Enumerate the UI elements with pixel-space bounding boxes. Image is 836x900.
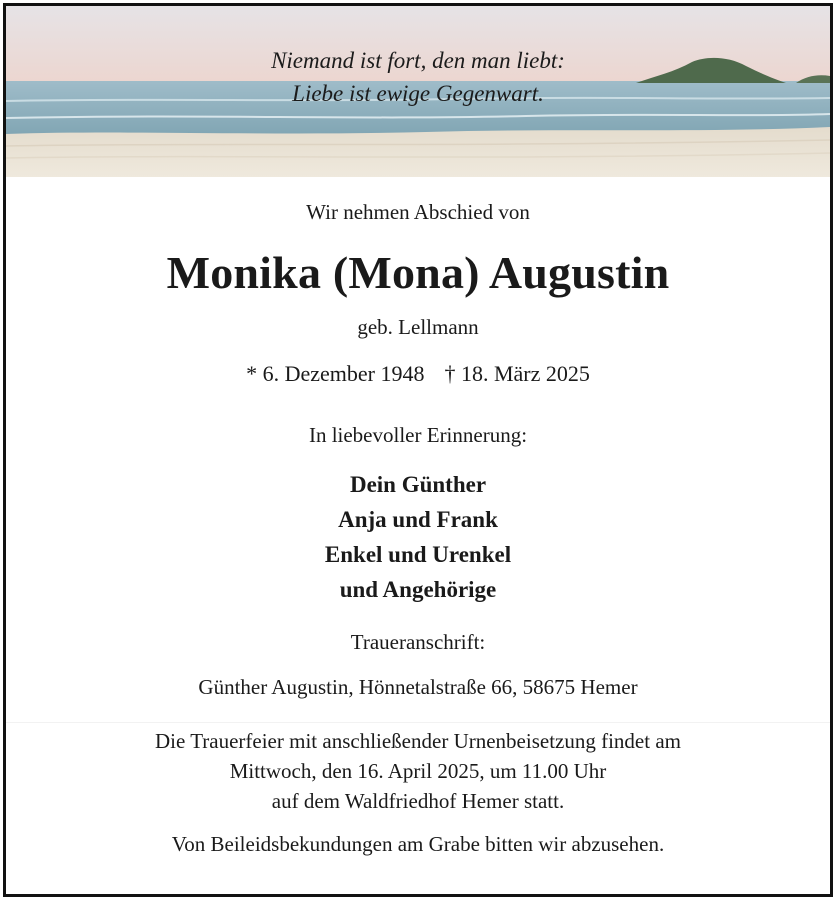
intro-text: Wir nehmen Abschied von xyxy=(306,200,530,224)
ceremony-line-3: auf dem Waldfriedhof Hemer statt. xyxy=(271,789,565,813)
mourners-list xyxy=(6,467,830,607)
divider xyxy=(6,722,830,723)
mourner-item: Enkel und Urenkel xyxy=(324,542,512,567)
ceremony-line-2: Mittwoch, den 16. April 2025, um 11.00 Uhr xyxy=(229,759,607,783)
deceased-name: Monika (Mona) Augustin xyxy=(166,247,670,298)
motto-line-2: Liebe ist ewige Gegenwart. xyxy=(292,81,544,106)
ceremony-line-1: Die Trauerfeier mit anschließender Urnenbeisetzung findet am xyxy=(155,729,681,753)
death-date: † 18. März 2025 xyxy=(444,361,590,386)
beach-banner-image xyxy=(6,6,830,177)
mourner-item: Anja und Frank xyxy=(338,507,498,532)
life-dates xyxy=(6,361,830,387)
condolence-address: Günther Augustin, Hönnetalstraße 66, 58675 Hemer xyxy=(198,675,638,699)
mourner-item: und Angehörige xyxy=(339,577,497,602)
banner-motto xyxy=(6,44,830,110)
condolence-address-label: Traueranschrift: xyxy=(350,630,486,654)
birth-date: * 6. Dezember 1948 xyxy=(246,361,425,386)
mourner-item: Dein Günther xyxy=(349,472,487,497)
obituary-notice xyxy=(3,3,833,897)
motto-line-1: Niemand ist fort, den man liebt: xyxy=(271,48,565,73)
birth-name: geb. Lellmann xyxy=(357,315,479,339)
ceremony-details xyxy=(6,726,830,816)
condolence-note: Von Beileidsbekundungen am Grabe bitten wir abzusehen. xyxy=(171,832,665,856)
remembrance-text: In liebevoller Erinnerung: xyxy=(308,423,528,447)
